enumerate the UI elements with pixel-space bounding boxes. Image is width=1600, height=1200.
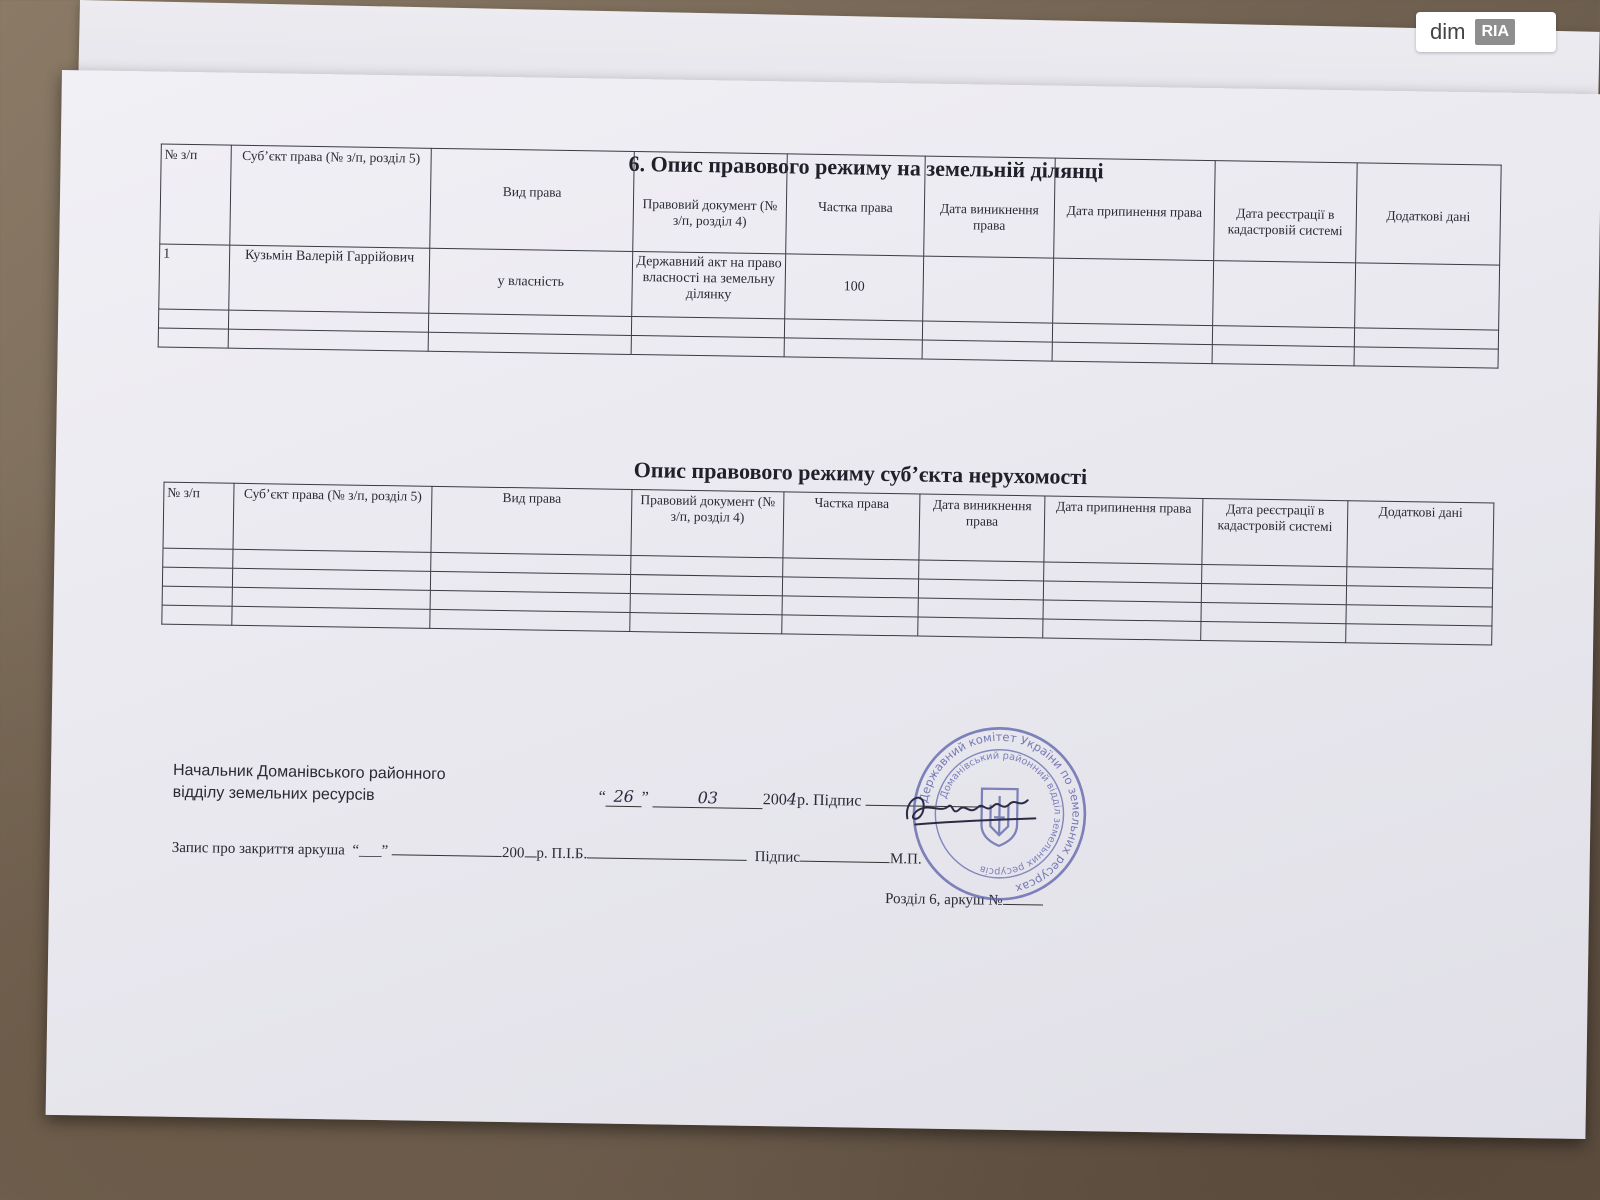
handwritten-signature <box>895 778 1046 840</box>
closing-label: Запис про закриття аркуша <box>171 839 346 859</box>
header-cell: Частка права <box>783 492 920 560</box>
row-share: 100 <box>785 254 924 321</box>
header-cell: Правовий документ (№ з/п, розділ 4) <box>633 151 788 253</box>
official-title-line2: відділу земельних ресурсів <box>172 783 375 804</box>
header-cell: № з/п <box>163 482 234 549</box>
header-cell: Дата припинення права <box>1044 496 1203 564</box>
header-cell: Додаткові дані <box>1356 163 1502 265</box>
stamp-inner-text: Доманівський районний відділ земельних ресурсів <box>938 750 1063 878</box>
header-cell: Суб’єкт права (№ з/п, розділ 5) <box>233 483 432 552</box>
header-cell: Дата реєстрації в кадастровій системі <box>1214 161 1358 263</box>
section1-title: 6. Опис правового режиму на земельній ділянці <box>628 150 1104 184</box>
official-title-line1: Начальник Доманівського районного <box>172 761 446 784</box>
row-number: 1 <box>159 244 230 310</box>
row-right-type: у власність <box>429 248 633 316</box>
closing-record: Запис про закриття аркуша “___” 200 р. П.І.Б. Підпис М.П. <box>171 839 922 868</box>
header-cell: Вид права <box>431 486 632 555</box>
property-rights-table <box>161 482 1494 646</box>
date-year-digit: 4 <box>786 789 798 809</box>
date-year-prefix: 200 <box>762 791 787 809</box>
header-cell: Дата виникнення права <box>919 494 1045 562</box>
header-cell: Дата реєстрації в кадастровій системі <box>1202 498 1348 566</box>
date-day: 26 <box>606 787 642 808</box>
dim-ria-watermark <box>1416 12 1556 52</box>
document-sheet <box>46 70 1600 1139</box>
row-subject: Кузьмін Валерій Гаррійович <box>229 245 430 313</box>
row-document: Державний акт на право власності на земельну ділянку <box>632 251 786 318</box>
header-cell: Суб’єкт права (№ з/п, розділ 5) <box>230 145 432 248</box>
watermark-brand: dim <box>1430 19 1466 44</box>
row-empty-cell <box>1355 263 1500 330</box>
header-cell: Вид права <box>430 148 635 251</box>
section-sheet-note: Розділ 6, аркуш № <box>885 891 1043 910</box>
signing-date: “ 26 ” 03 2004р. Підпис <box>598 787 985 813</box>
watermark-badge: RIA <box>1475 19 1515 45</box>
header-cell: Правовий документ (№ з/п, розділ 4) <box>631 490 784 558</box>
header-cell: Дата припинення права <box>1054 158 1216 261</box>
section2-title: Опис правового режиму суб’єкта нерухомості <box>633 457 1088 490</box>
header-cell: Додаткові дані <box>1347 501 1494 569</box>
header-cell: Дата виникнення права <box>924 156 1056 258</box>
header-cell: Частка права <box>786 154 926 256</box>
row-empty-cell <box>1213 261 1356 328</box>
stamp-outer-text: Державний комітет України по земельних ресурсах <box>916 729 1084 896</box>
header-cell: № з/п <box>160 144 232 245</box>
date-month: 03 <box>653 787 763 809</box>
land-rights-table <box>158 144 1502 369</box>
date-suffix: р. Підпис <box>796 791 862 810</box>
row-empty-cell <box>923 256 1054 323</box>
row-empty-cell <box>1053 258 1214 326</box>
